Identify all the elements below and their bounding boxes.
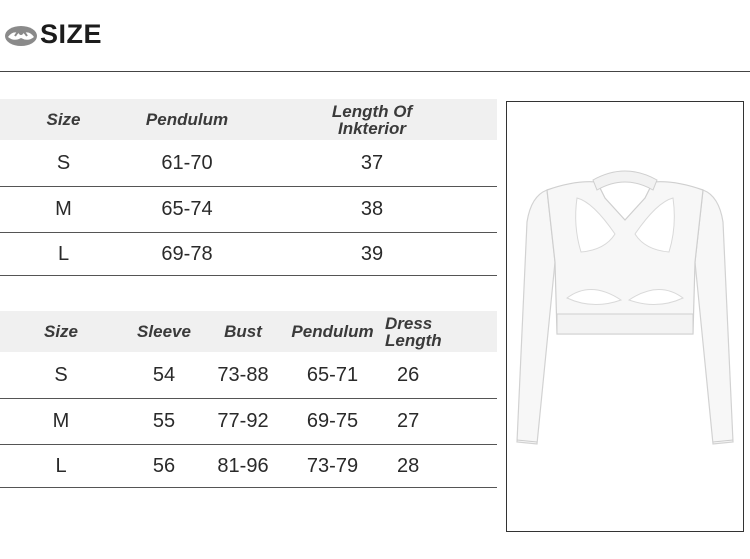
cell-size: L <box>0 445 122 488</box>
table-row <box>0 187 497 233</box>
lotus-logo-icon <box>4 22 38 48</box>
table-row <box>0 399 497 445</box>
column-header-size: Size <box>0 99 127 140</box>
cell-pendulum: 73-79 <box>280 445 385 488</box>
cell-length: 39 <box>247 233 497 276</box>
cell-pendulum: 61-70 <box>127 140 247 187</box>
column-header-bust: Bust <box>206 311 280 352</box>
column-header-dress-length <box>385 311 497 352</box>
cell-sleeve: 54 <box>122 352 206 399</box>
column-header-sleeve: Sleeve <box>122 311 206 352</box>
page-title: SIZE <box>40 19 103 49</box>
cell-size: M <box>0 187 127 233</box>
cell-length: 28 <box>385 445 497 488</box>
cell-bust: 77-92 <box>206 399 280 445</box>
cell-size: M <box>0 399 122 445</box>
header-divider <box>0 71 750 72</box>
product-image-white-crop-top <box>507 102 743 531</box>
table-row <box>0 140 497 187</box>
column-header-pendulum: Pendulum <box>127 99 247 140</box>
cell-length: 26 <box>385 352 497 399</box>
cell-bust: 81-96 <box>206 445 280 488</box>
cell-pendulum: 65-71 <box>280 352 385 399</box>
cell-size: L <box>0 233 127 276</box>
cell-pendulum: 69-78 <box>127 233 247 276</box>
table-row <box>0 233 497 276</box>
column-header-size: Size <box>0 311 122 352</box>
cell-length: 37 <box>247 140 497 187</box>
table-row <box>0 445 497 488</box>
cell-length: 38 <box>247 187 497 233</box>
column-header-pendulum: Pendulum <box>280 311 385 352</box>
header-line: Length Of <box>331 101 413 121</box>
cell-length: 27 <box>385 399 497 445</box>
cell-pendulum: 69-75 <box>280 399 385 445</box>
table-row <box>0 352 497 399</box>
header-line: Inkterior <box>337 118 407 138</box>
size-table-top <box>0 99 497 276</box>
cell-sleeve: 56 <box>122 445 206 488</box>
header-line: Dress <box>385 313 433 333</box>
table-header-row <box>0 99 497 140</box>
table-header-row <box>0 311 497 352</box>
size-table-bottom <box>0 311 497 488</box>
header-line: Length <box>385 330 442 350</box>
cell-bust: 73-88 <box>206 352 280 399</box>
column-header-length-of-interior <box>247 99 497 140</box>
size-header <box>0 0 750 72</box>
cell-sleeve: 55 <box>122 399 206 445</box>
product-image-frame <box>506 101 744 532</box>
cell-size: S <box>0 352 122 399</box>
cell-pendulum: 65-74 <box>127 187 247 233</box>
cell-size: S <box>0 140 127 187</box>
